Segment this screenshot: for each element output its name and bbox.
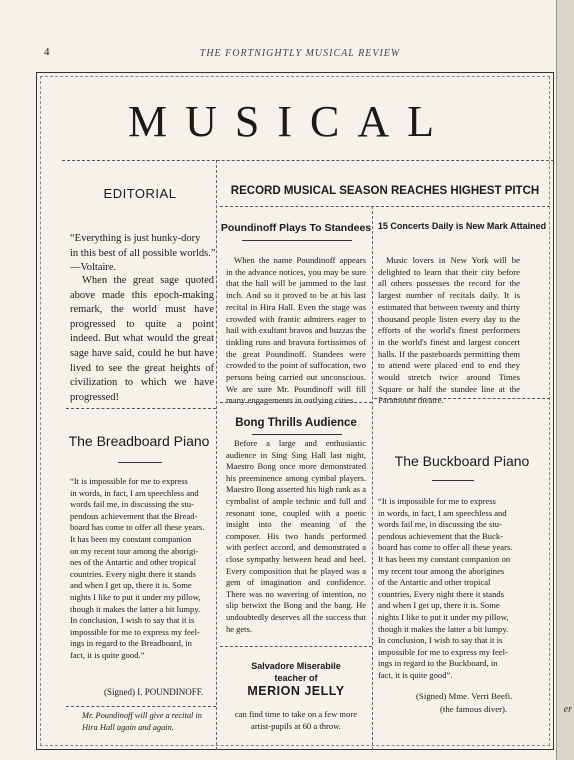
body-line: impossible for me to express my feel- — [378, 646, 508, 657]
concerts-body: Music lovers in New York will be delighted to learn that their city before all others possesses the record for the largest number of recitals daily. It is estimated that between twenty and thirty thousand people listen every day to the efforts of the world's finest performers in the world's finest and largest concert halls. If the pasteboards permitting them to attend were placed end to end they would stretch twice around Times Square or half the standee line at the Paramount theatre. — [378, 255, 520, 406]
next-page-edge — [556, 0, 574, 760]
body-line: in words, in fact, I am speechless and — [378, 507, 507, 518]
body-line: In conclusion, I wish to say that it is — [70, 615, 195, 626]
ad-student-name: MERION JELLY — [247, 684, 345, 698]
bong-body: Before a large and enthusiastic audience in Sing Sing Hall last night, Maestro Bong once more demonstrated his preeminence among cymbal players. Maestro Bong asserted his high rank as a cymbalist of ample technic and full and resonant tone, coupled with a poetic insight into the meaning of the composer. His two hands performed with perfect accord, and demonstrated a close sympathy between head and heel. Every composition that he played was a gem of imagination and confidence. There was no wavering of intention, no slip betwixt the Bong and the bang. He undoubtedly deserves all the success that he gets. — [226, 438, 366, 634]
body-line: “It is impossible for me to express — [70, 476, 188, 486]
ad-teacher-of: teacher of — [274, 673, 318, 683]
buckboard-heading-rule — [432, 480, 474, 481]
buckboard-signature-note: (the famous diver). — [440, 704, 508, 714]
page-number: 4 — [44, 46, 50, 58]
body-line: It has been my constant companion on — [378, 553, 511, 564]
column-divider-right — [372, 206, 373, 750]
body-line: It has been my constant companion — [70, 533, 192, 544]
quote-line: in this best of all possible worlds.” — [70, 247, 216, 259]
body-line: on my recent tour among the aborigi- — [70, 545, 199, 556]
breadboard-heading-rule — [118, 462, 162, 463]
body-line: nights I like to put it under my pillow, — [70, 591, 201, 602]
season-banner: RECORD MUSICAL SEASON REACHES HIGHEST PITCH — [230, 185, 540, 197]
masthead-rule — [62, 160, 554, 161]
breadboard-body — [70, 476, 216, 662]
bong-heading: Bong Thrills Audience — [235, 417, 357, 429]
quote-attribution: —Voltaire. — [70, 262, 117, 273]
concerts-heading: 15 Concerts Daily is New Mark Attained — [377, 221, 547, 231]
body-line: pendous achievement that the Bread- — [70, 510, 198, 521]
note-line: Mr. Poundinoff will give a recital in — [82, 711, 202, 720]
body-line: in words, in fact, I am speechless and — [70, 487, 199, 498]
banner-rule — [220, 206, 550, 207]
body-line: pendous achievement that the Buck- — [378, 530, 504, 541]
buckboard-body — [378, 496, 528, 682]
body-line: though it makes the latter a bit lumpy. — [70, 603, 201, 614]
column-divider-left — [216, 160, 217, 750]
body-line: nes of the Antartic and other tropical — [70, 557, 196, 568]
ad-offer-line: can find time to take on a few more — [234, 709, 358, 719]
body-line: of the Antartic and other tropical — [378, 577, 491, 588]
body-line: ings in regard to the Breadboard, in — [70, 638, 192, 649]
bong-heading-rule — [252, 434, 342, 435]
body-line: words fail me, in discussing the stu- — [378, 519, 502, 530]
body-line: words fail me, in discussing the stu- — [70, 499, 194, 510]
poundinoff-rule — [220, 402, 372, 403]
body-line: and when I get up, there it is. Some — [70, 580, 192, 591]
body-line: impossible for me to express my feel- — [70, 626, 200, 637]
body-line: countries. Every night there it stands — [70, 568, 197, 579]
ad-price-line: artist-pupils at 60 a throw. — [251, 721, 341, 731]
buckboard-signature: (Signed) Mme. Verri Beefi. — [416, 691, 513, 701]
editorial-heading: EDITORIAL — [103, 186, 177, 201]
buckboard-heading: The Buckboard Piano — [394, 453, 530, 469]
editorial-quote — [70, 232, 216, 276]
body-line: “It is impossible for me to express — [378, 496, 496, 506]
note-line: Hira Hall again and again. — [82, 723, 174, 732]
poundinoff-heading: Poundinoff Plays To Standees — [220, 222, 372, 234]
poundinoff-body: When the name Poundinoff appears in the advance notices, you may be sure that the hall will be jammed to the last inch. And so it proved to be at his last recital in Hira Hall. Even the stage was crowded with frantic admirers eager to hail with exultant bravos and huzzas the tinkling runs and bravura fortissimos of the great Poundinoff. Standees were crowded to the point of suffocation, two persons being carried out unconscious. We are sure Mr. Poundinoff will fill many engagements in outlying cities. — [226, 255, 366, 406]
body-line: my recent tour among the aborigines — [378, 565, 505, 576]
editorial-rule — [66, 408, 216, 409]
breadboard-signature: (Signed) I. POUNDINOFF. — [104, 687, 204, 697]
body-line: board has come to offer all these years. — [70, 522, 205, 533]
body-line: and when I get up, there it is. Some — [378, 600, 500, 611]
body-line: though it makes the latter a bit lumpy. — [378, 623, 509, 634]
body-line: countries. Every night there it stands — [378, 588, 505, 599]
quote-line: “Everything is just hunky-dory — [70, 233, 201, 244]
body-line: board has come to offer all these years. — [378, 542, 513, 553]
masthead-title: MUSICAL — [127, 97, 453, 146]
body-line: fact, it is quite good”. — [378, 669, 453, 680]
breadboard-note — [82, 710, 216, 734]
breadboard-rule — [66, 706, 216, 707]
concerts-rule — [374, 398, 550, 399]
editorial-body: When the great sage quoted above made this epoch-making remark, the world must have progressed to quite a point indeed. But what would the great sage have said, could he but have lived to see the great heights of civilization to which we have progressed! — [70, 275, 214, 403]
body-line: In conclusion, I wish to say that it is — [378, 635, 503, 646]
running-head: THE FORTNIGHTLY MUSICAL REVIEW — [199, 48, 401, 59]
bong-rule — [220, 646, 372, 647]
body-line: fact, it is quite good.” — [70, 649, 145, 660]
body-line: nights I like to put it under my pillow, — [378, 611, 509, 622]
poundinoff-heading-rule — [242, 240, 352, 241]
edge-fragment: er — [563, 704, 572, 715]
ad-name: Salvadore Miserabile — [251, 661, 341, 671]
breadboard-heading: The Breadboard Piano — [68, 433, 210, 449]
body-line: ings in regard to the Buckboard, in — [378, 658, 498, 669]
